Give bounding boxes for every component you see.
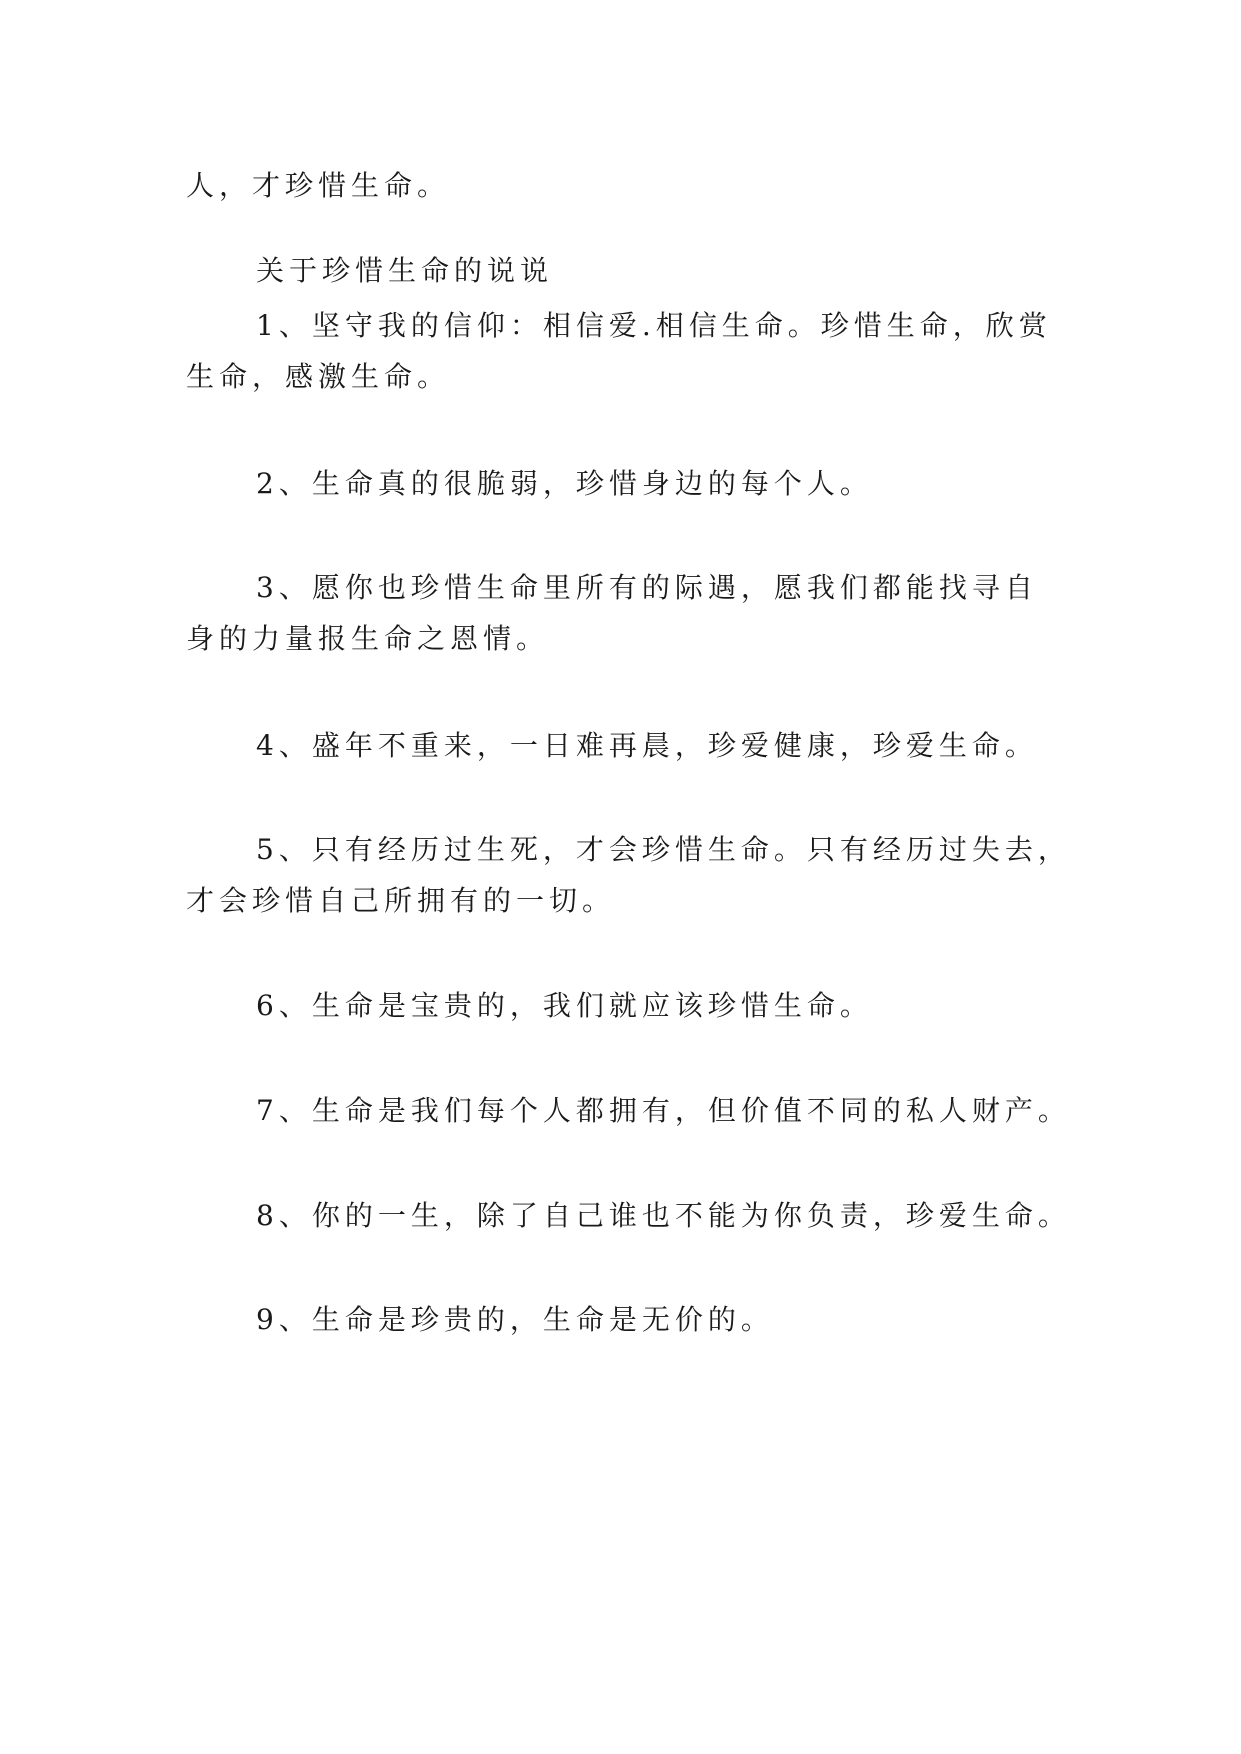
list-item-9: 9、生命是珍贵的，生命是无价的。	[256, 1303, 774, 1336]
list-item-3-line-2: 身的力量报生命之恩情。	[186, 622, 550, 655]
list-item-8: 8、你的一生，除了自己谁也不能为你负责，珍爱生命。	[256, 1199, 1071, 1232]
list-item-2: 2、生命真的很脆弱，珍惜身边的每个人。	[256, 467, 873, 500]
list-item-5-line-2: 才会珍惜自己所拥有的一切。	[186, 884, 616, 917]
list-item-6: 6、生命是宝贵的，我们就应该珍惜生命。	[256, 989, 873, 1022]
list-item-1-line-2: 生命，感激生命。	[186, 360, 451, 393]
list-item-7: 7、生命是我们每个人都拥有，但价值不同的私人财产。	[256, 1094, 1071, 1127]
continuation-line: 人，才珍惜生命。	[186, 169, 451, 202]
list-item-3-line-1: 3、愿你也珍惜生命里所有的际遇，愿我们都能找寻自	[256, 571, 1038, 604]
list-item-4: 4、盛年不重来，一日难再晨，珍爱健康，珍爱生命。	[256, 729, 1038, 762]
list-item-1-line-1: 1、坚守我的信仰：相信爱.相信生命。珍惜生命，欣赏	[256, 309, 1052, 342]
list-item-5-line-1: 5、只有经历过生死，才会珍惜生命。只有经历过失去，	[256, 833, 1071, 866]
section-heading: 关于珍惜生命的说说	[256, 254, 554, 287]
